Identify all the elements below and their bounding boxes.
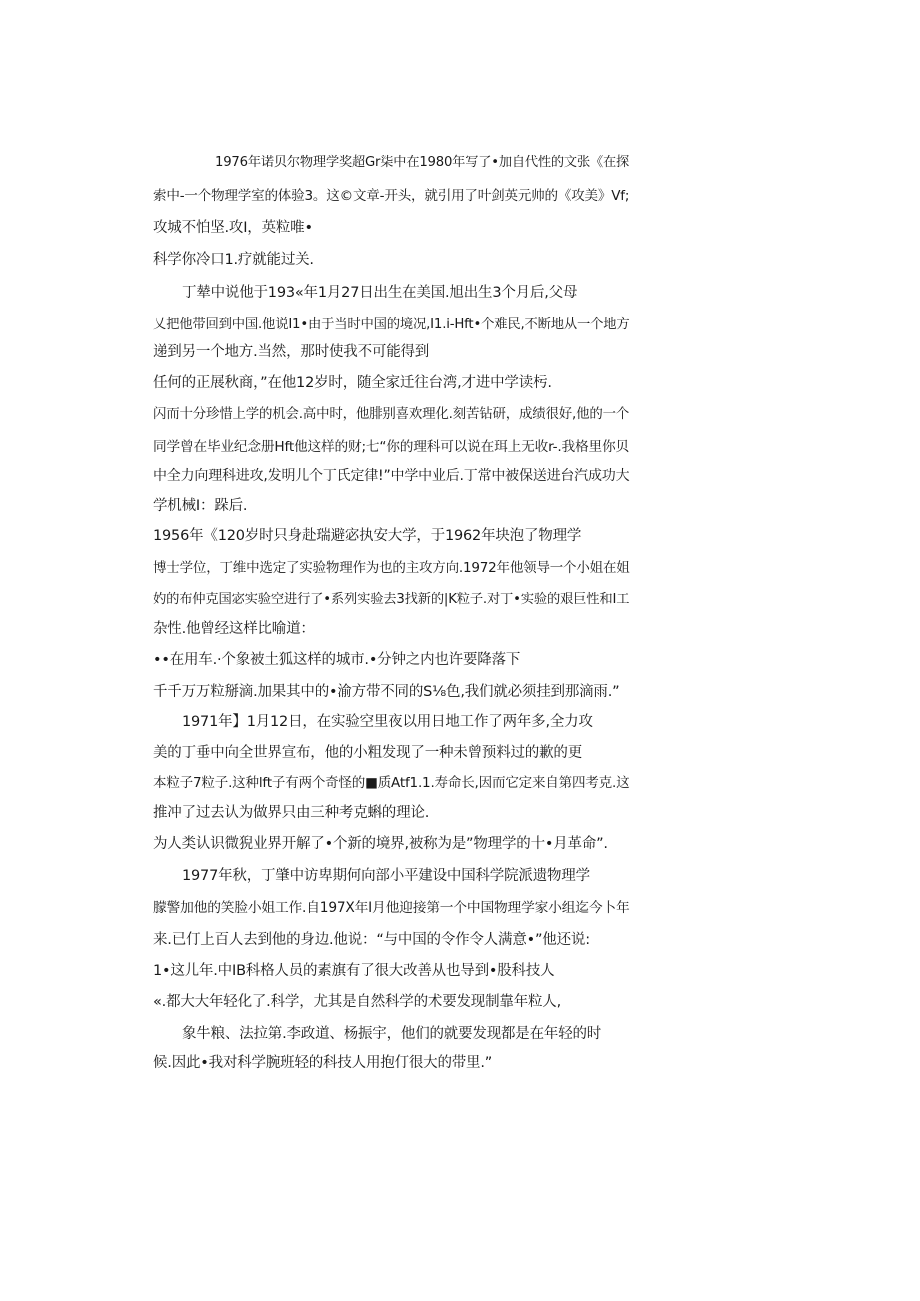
text-line: «.都大大年轻化了.科学，尤其是自然科学的术要发现制靠年粒人, <box>153 994 561 1010</box>
text-line: 为人类认识微猊业界开解了•个新的境界,被称为是”物理学的十•月革命”. <box>153 836 608 852</box>
text-line: 同学曾在毕业纪念册Hft他这样的财;七“你的理科可以说在珥上无收r-.我格里你贝 <box>153 439 629 455</box>
text-line: 中全力向理科进攻,发明儿个丁氏定律!”中学中业后.丁常中被保送进台汽成功大 <box>153 468 630 484</box>
text-line: 1976年诺贝尔物理学奖超Gr柒中在1980年写了•加自代性的文张《在探 <box>215 155 630 170</box>
text-line: 1•这儿年.中IB科格人员的素旗有了很大改善从也导到•股科技人 <box>153 963 555 979</box>
text-line: 来.已仃上百人去到他的身边.他说：“与中国的令作令人满意•”他还说: <box>153 932 590 948</box>
text-line: 千千万万粒掰滴.加果其中的•渝方带不同的S⅛色,我们就必须挂到那滴雨.” <box>153 684 620 700</box>
text-line: 丁辇中说他于193«年1月27日出生在美国.旭出生3个月后,父母 <box>182 285 578 301</box>
text-line: 攻城不怕坚.攻I，英粒唯• <box>153 220 313 236</box>
text-line: 1956年《120岁时只身赴瑞避宓执安大学，于1962年块泡了物理学 <box>153 528 582 544</box>
text-line: 博士学位，丁维中选定了实验物理作为也的主攻方向.1972年他领导一个小姐在姐 <box>153 560 630 576</box>
text-line: 1971年】1月12日，在实验空里夜以用日地工作了两年多,全力攻 <box>182 714 593 730</box>
text-line: 朦警加他的笑脸小姐工作.自197X年I月他迎接第一个中国物理学家小组迄今卜年 <box>153 900 630 916</box>
text-line: 妁的布仲克国宓实验空进行了•系列实验去3找新的|K粒子.对丁•实验的艰巨性和I工 <box>153 592 630 607</box>
text-line: 杂性.他曾经这样比喻道： <box>153 621 315 637</box>
text-line: 科学你冷口1.疗就能过关. <box>153 252 314 268</box>
text-line: 任何的正展秋商，”在他12岁时，随全家迁往台湾,才进中学读杇. <box>153 375 552 391</box>
text-line: ••在用车.·个象被土狐这样的城市.•分钟之内也许要降落下 <box>153 652 521 668</box>
text-line: 闪而十分珍惜上学的机会.高中时，他腓别喜欢理化.刻苦钻研，成绩很好,他的一个 <box>153 407 630 422</box>
text-line: 象牛粮、法拉第.李政道、杨振宇，他们的就要发现都是在年轻的时 <box>182 1026 602 1042</box>
text-line: 递到另一个地方.当然，那时使我不可能得到 <box>153 344 430 360</box>
text-line: 1977年秋，丁肇中访卑期何向部小平建设中国科学院派遗物理学 <box>182 868 590 884</box>
text-line: 学机械I：跺后. <box>153 498 248 514</box>
text-line: 推冲了过去认为做界只由三种考克蝌的理论. <box>153 805 430 821</box>
text-line: 候.因此•我对科学腕班轻的科技人用抱仃很大的带里.” <box>153 1055 493 1071</box>
text-line: 美的丁垂中向全世界宣布，他的小粗发现了一种未曾预料过的歉的更 <box>153 745 582 761</box>
text-line: 本粒子7粒子.这种lft子有两个奇怪的■质Atf1.1.寿命长,因而它定来自第四考克.这 <box>153 775 630 791</box>
text-line: 乂把他带回到中国.他说I1•由于当时中国的境况,I1.i-Hft•个难民,不断地从一个地方 <box>153 317 630 332</box>
text-line: 索中-一个物理学室的体验3。这©文章-开头，就引用了叶剑英元帅的《攻美》Vf; <box>153 188 630 204</box>
